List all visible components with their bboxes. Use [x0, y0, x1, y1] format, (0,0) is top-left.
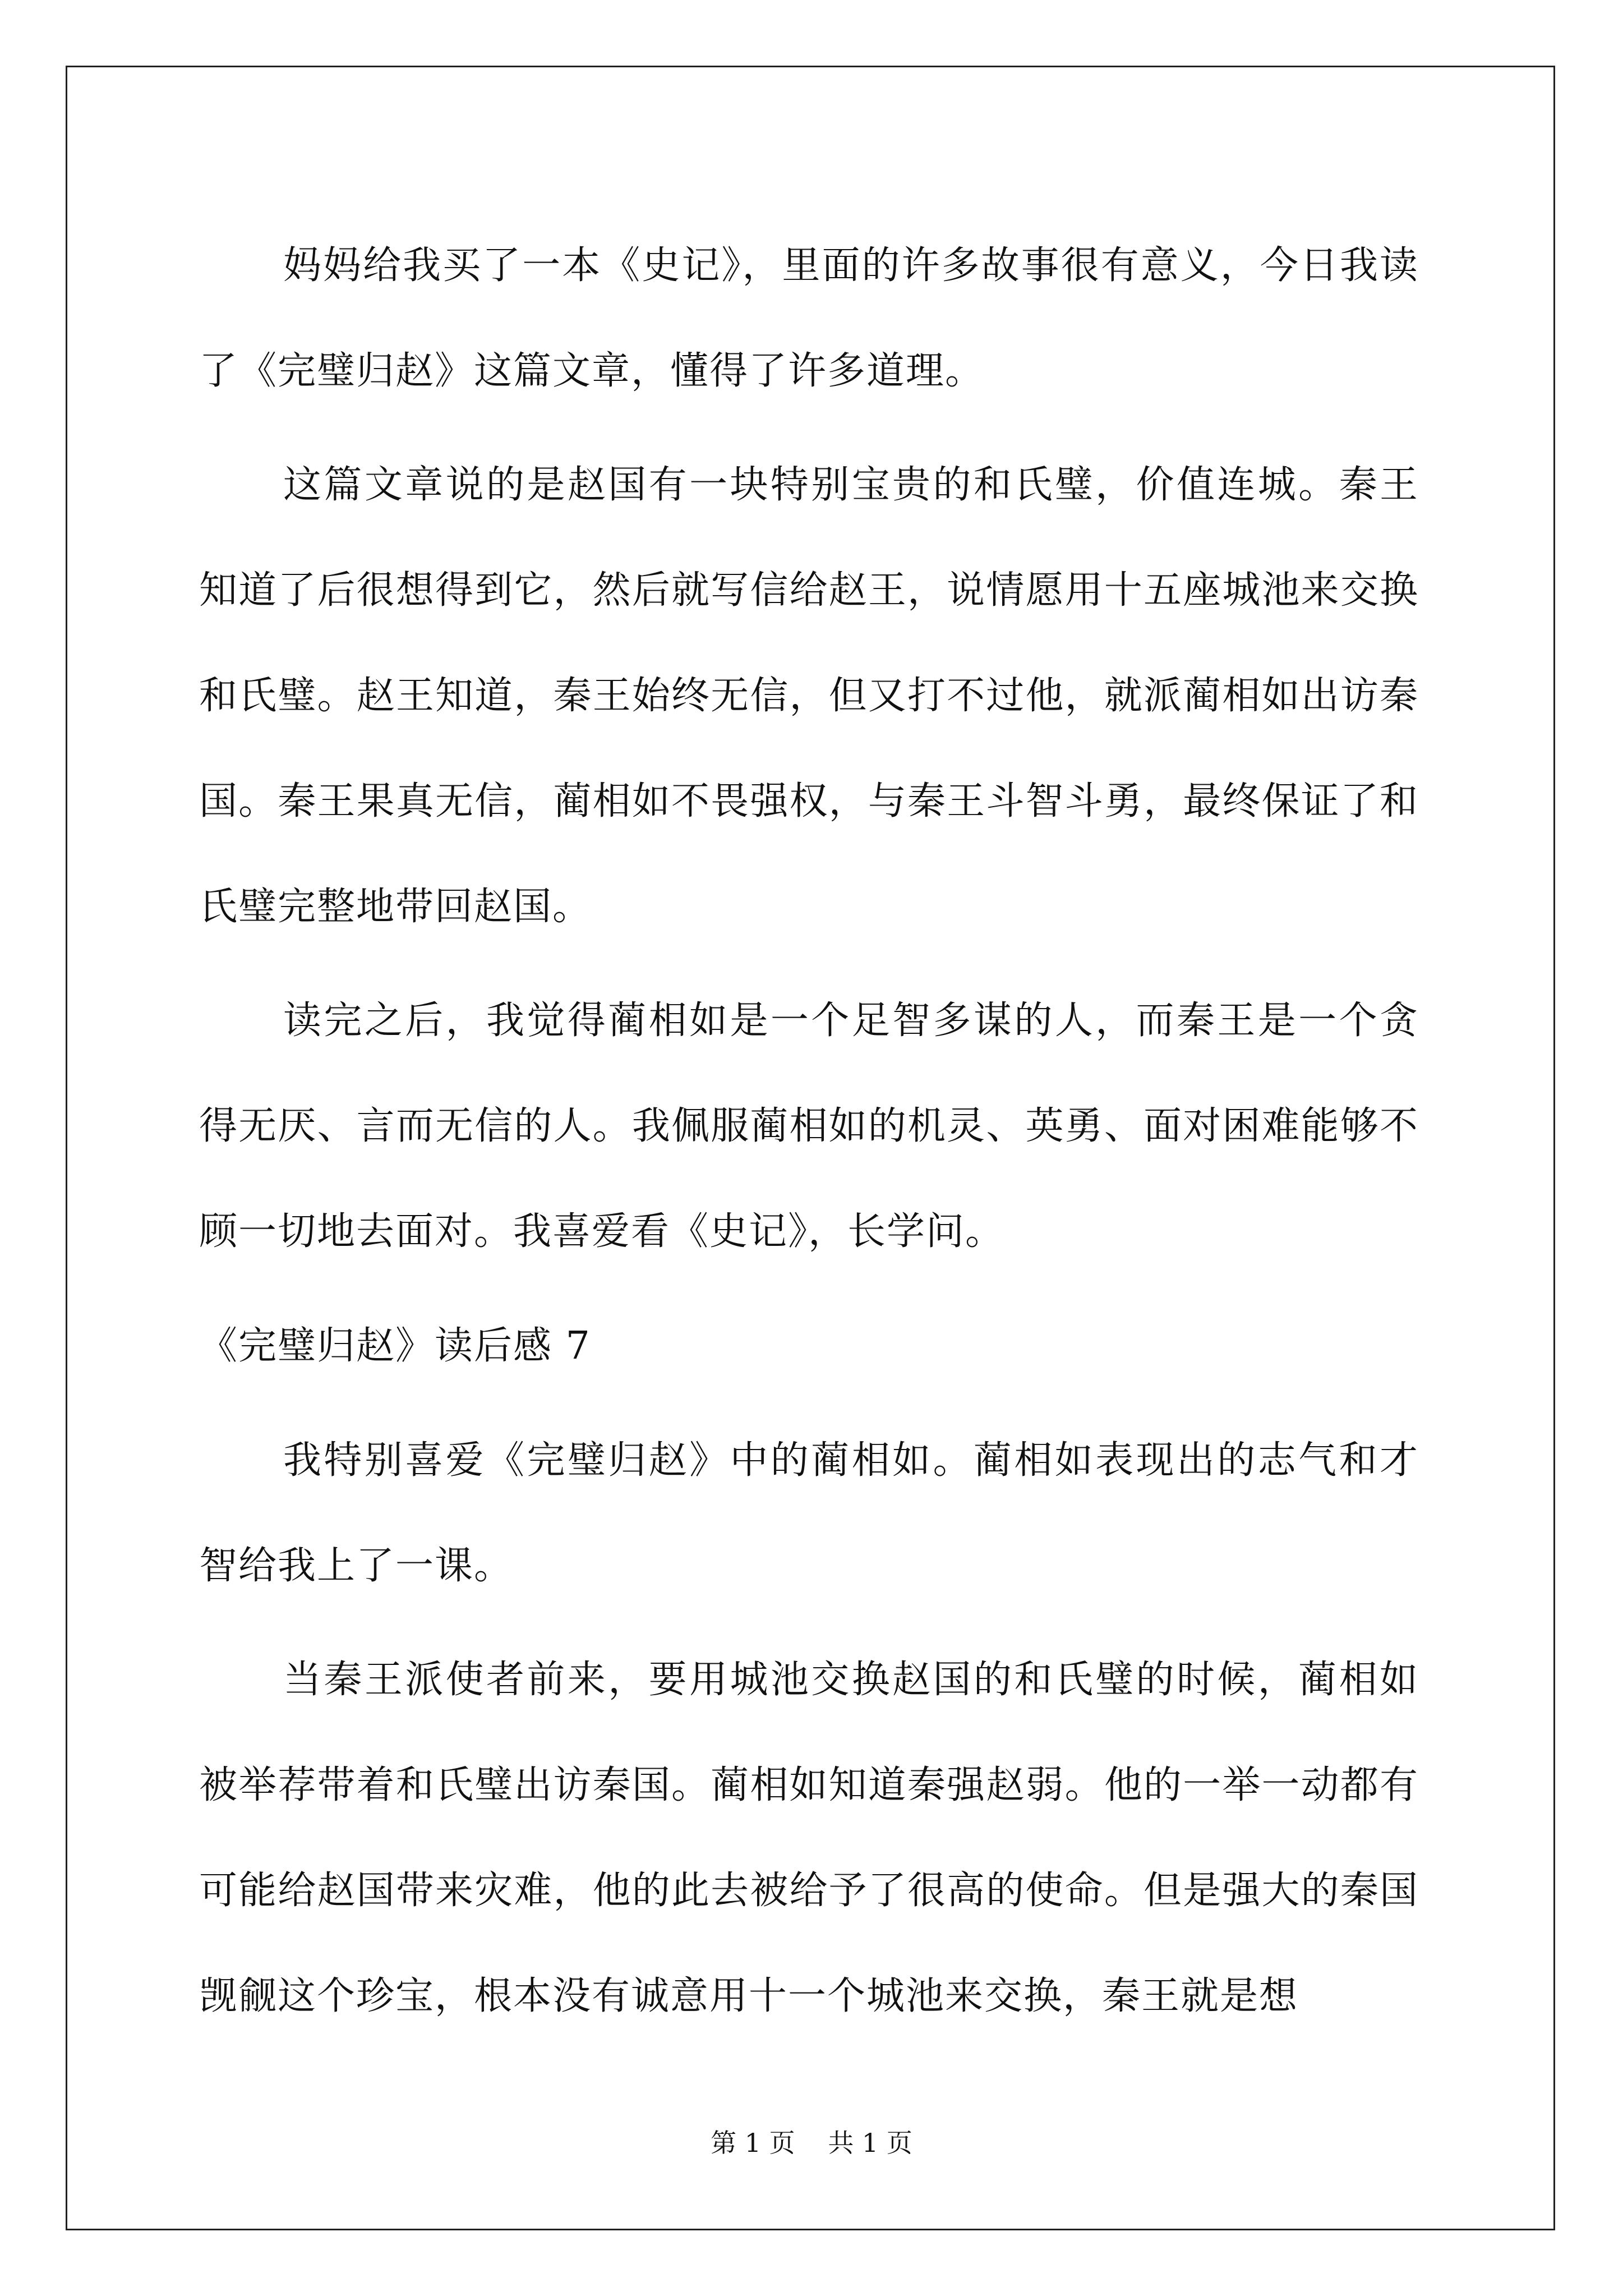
paragraph: 我特别喜爱《完璧归赵》中的蔺相如。蔺相如表现出的志气和才智给我上了一课。: [199, 1438, 1419, 1588]
page-footer: [0, 2126, 1623, 2160]
paragraph: 这篇文章说的是赵国有一块特别宝贵的和氏璧，价值连城。秦王知道了后很想得到它，然后就写信给赵王，说情愿用十五座城池来交换和氏璧。赵王知道，秦王始终无信，但又打不过他，就派蔺相如出访秦国。秦王果真无信，蔺相如不畏强权，与秦王斗智斗勇，最终保证了和氏璧完整地带回赵国。: [199, 463, 1419, 929]
paragraph: 妈妈给我买了一本《史记》，里面的许多故事很有意义，今日我读了《完璧归赵》这篇文章，懂得了许多道理。: [199, 243, 1419, 393]
page-number: 第 1 页: [711, 2128, 795, 2158]
paragraph: 读完之后，我觉得蔺相如是一个足智多谋的人，而秦王是一个贪得无厌、言而无信的人。我佩服蔺相如的机灵、英勇、面对困难能够不顾一切地去面对。我喜爱看《史记》，长学问。: [199, 999, 1419, 1254]
section-heading: 《完璧归赵》读后感 7: [199, 1324, 591, 1368]
page-total: 共 1 页: [828, 2128, 912, 2158]
paragraph: 当秦王派使者前来，要用城池交换赵国的和氏璧的时候，蔺相如被举荐带着和氏璧出访秦国。蔺相如知道秦强赵弱。他的一举一动都有可能给赵国带来灾难，他的此去被给予了很高的使命。但是强大的秦国觊觎这个珍宝，根本没有诚意用十一个城池来交换，秦王就是想: [199, 1658, 1419, 2018]
document-body: [199, 213, 1419, 2058]
